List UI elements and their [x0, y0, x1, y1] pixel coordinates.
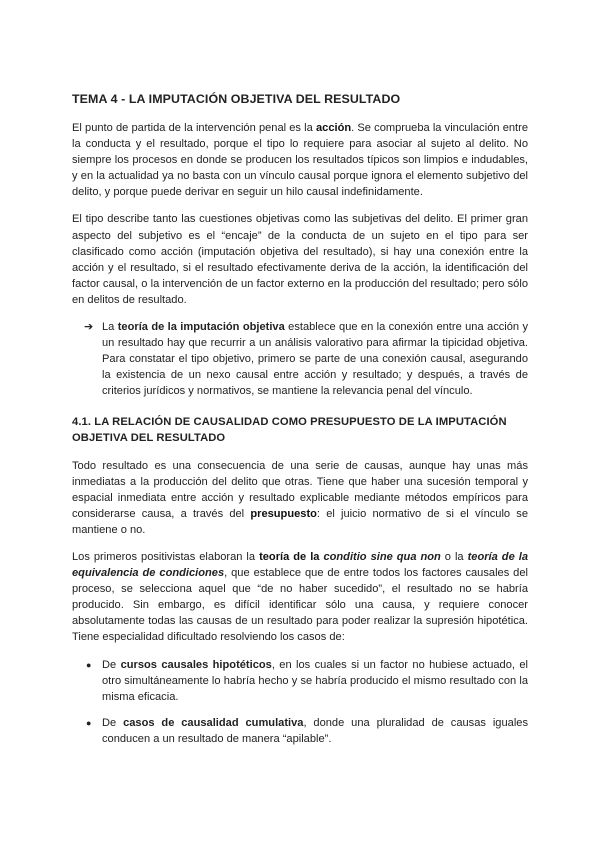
- paragraph-4: [72, 549, 528, 646]
- p1-text-a: El punto de partida de la intervención penal es la: [72, 122, 316, 134]
- arrow-bullet-icon: ➔: [84, 321, 94, 334]
- bullet-1-bold: cursos causales hipotéticos: [120, 658, 272, 671]
- bullet-1-text-a: De: [102, 658, 121, 671]
- bullet-1-text-c: , en los cuales si un factor no hubiese actuado, el otro simultáneamente lo habría hecho y se habría producido el mismo resultado con la misma eficacia.: [102, 658, 528, 703]
- p4-text-a: Los primeros positivistas elaboran la: [72, 550, 260, 563]
- dot-bullet-icon: ●: [86, 717, 92, 728]
- arrow-item-text-a: La: [102, 321, 118, 334]
- p3-text-c: : el juicio normativo de si el vínculo se mantiene o no.: [72, 507, 529, 536]
- p3-text-a: Todo resultado es una consecuencia de una serie de causas, aunque hay unas más inmediatas a la producción del delito que otras. Tiene que haber una sucesión temporal y espacial inmediata entre acción y resultado explicable mediante métodos empíricos para considerarse causa, a través del: [72, 459, 528, 520]
- arrow-item-text-c: establece que en la conexión entre una acción y un resultado hay que recurrir a un análisis valorativo para afirmar la tipicidad objetiva. Para constatar el tipo objetivo, primero se parte de una conexión causal, asegurando la existencia de un nexo causal entre acción y resultado; y después, a través de criterios jurídicos y normativos, se mantiene la relevancia penal del vínculo.: [102, 321, 529, 398]
- p1-text-c: . Se comprueba la vinculación entre la conducta y el resultado, porque el tipo lo requiere para asociar al sujeto al delito. No siempre los procesos en donde se producen los resultados típicos son limpios e indudables, y en la actualidad ya no basta con un vínculo causal porque ignora el elemento subjetivo del delito, y porque puede derivar en seguir un hilo causal indefinidamente.: [72, 122, 528, 199]
- dot-list: [72, 657, 528, 747]
- paragraph-2: El tipo describe tanto las cuestiones objetivas como las subjetivas del delito. El primer gran aspecto del subjetivo es el “encaje” de la conducta de un sujeto en el tipo para ser clasificado como acción (imputación objetiva del resultado), si hay una conexión entre la acción y el resultado, si el resultado efectivamente deriva de la acción, la identificación del factor causal, o la intervención de un factor externo en la producción del resultado; pero sólo en delitos de resultado.: [72, 213, 528, 306]
- p3-bold-presupuesto: presupuesto: [250, 507, 317, 520]
- p1-bold-accion: acción: [315, 122, 352, 134]
- p4-text-c: o la: [440, 550, 468, 563]
- paragraph-3: [72, 458, 528, 538]
- bullet-2-text-c: , donde una pluralidad de causas iguales conducen a un resultado de manera “apilable”.: [102, 716, 528, 745]
- arrow-list: [72, 319, 528, 399]
- p4-bold-italic-conditio: conditio sine qua non: [323, 550, 441, 563]
- bullet-2-bold: casos de causalidad cumulativa: [123, 716, 304, 729]
- arrow-item-bold: teoría de la imputación objetiva: [117, 321, 285, 334]
- bullet-2-text-a: De: [102, 716, 124, 729]
- dot-bullet-icon: ●: [86, 659, 92, 670]
- dot-list-item: [72, 715, 528, 747]
- chapter-heading: TEMA 4 - LA IMPUTACIÓN OBJETIVA DEL RESULTADO: [72, 92, 401, 106]
- p4-bold-teoria: teoría de la: [259, 550, 324, 563]
- paragraph-1: [72, 120, 528, 200]
- section-heading: 4.1. LA RELACIÓN DE CAUSALIDAD COMO PRESUPUESTO DE LA IMPUTACIÓN OBJETIVA DEL RESULTADO: [72, 415, 507, 444]
- p4-bold-italic-equivalencia: teoría de la equivalencia de condiciones: [72, 550, 528, 580]
- p4-text-e: , que establece que de entre todos los factores causales del proceso, se selecciona aquel que “de no haber sucedido”, el resultado no se habría producido. Sin embargo, es difícil identificar sólo una causa, y requiere conocer absolutamente todas las causas de un resultado para poder realizar la supresión hipotética. Tiene especialidad dificultado resolviendo los casos de:: [72, 567, 528, 644]
- arrow-list-item: [72, 319, 528, 399]
- dot-list-item: [72, 657, 528, 705]
